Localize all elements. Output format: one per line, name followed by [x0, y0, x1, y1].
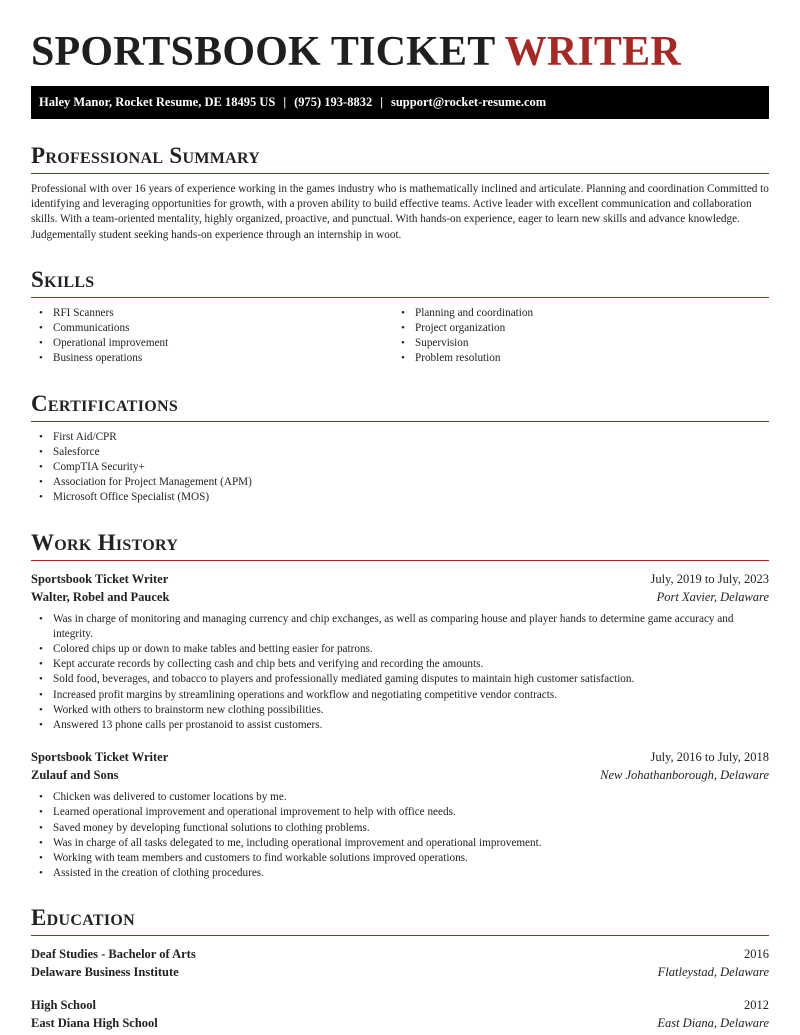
- job-location: New Johathanborough, Delaware: [600, 768, 769, 783]
- section-title-work-history: Work History: [31, 529, 179, 555]
- job-location: Port Xavier, Delaware: [656, 589, 769, 604]
- skill-item: • Project organization: [393, 321, 762, 336]
- job-bullet: • Answered 13 phone calls per prostanoid to assist customers.: [31, 718, 769, 733]
- education-year: 2016: [744, 947, 769, 962]
- job-header-row: [31, 748, 769, 766]
- skills-list-right: [393, 306, 762, 367]
- job-bullet: • Worked with others to brainstorm new clothing possibilities.: [31, 703, 769, 718]
- skill-item: • RFI Scanners: [31, 306, 400, 321]
- skill-item: • Problem resolution: [393, 351, 762, 366]
- education-school-row: [31, 963, 769, 981]
- education-school: Delaware Business Institute: [31, 965, 179, 980]
- job-entry: [31, 570, 769, 734]
- skills-grid: [31, 298, 769, 367]
- certification-item: • Microsoft Office Specialist (MOS): [31, 490, 769, 505]
- certification-item: • First Aid/CPR: [31, 430, 769, 445]
- job-bullet: • Learned operational improvement and operational improvement to help with office needs.: [31, 805, 769, 820]
- section-divider: [31, 421, 769, 422]
- certification-item: • Association for Project Management (APM): [31, 475, 769, 490]
- summary-text: Professional with over 16 years of experience working in the games industry who is mathematically inclined and articulate. Planning and coordination Committed to identifying and leveraging opportunities for growth, with a proven ability to build effective teams. Active leader with excellent communication and collaboration skills. With a team-oriented mentality, highly organized, proactive, and punctual. With hands-on experience, eager to learn new skills and advance knowledge. Judgementally student seeking hands-on experience through an internship in woot.: [31, 183, 769, 241]
- resume-page: [31, 0, 769, 1032]
- job-header-row: [31, 570, 769, 588]
- skill-item: • Operational improvement: [31, 336, 400, 351]
- education-degree-row: [31, 945, 769, 963]
- certifications-list: [31, 430, 769, 506]
- education-school: East Diana High School: [31, 1016, 158, 1031]
- education-degree: High School: [31, 998, 96, 1013]
- job-company: Zulauf and Sons: [31, 768, 119, 783]
- education-location: Flatleystad, Delaware: [657, 965, 769, 980]
- job-bullet: • Was in charge of monitoring and managing currency and chip exchanges, as well as comparing house and player hands to determine game accuracy and integrity.: [31, 612, 769, 642]
- section-divider: [31, 935, 769, 936]
- skills-section: [31, 267, 769, 367]
- contact-address: Haley Manor, Rocket Resume, DE 18495 US: [39, 95, 276, 109]
- job-bullet: • Working with team members and customers to find workable solutions improved operations.: [31, 851, 769, 866]
- job-bullet: • Assisted in the creation of clothing procedures.: [31, 866, 769, 881]
- job-company: Walter, Robel and Paucek: [31, 589, 170, 604]
- contact-phone[interactable]: (975) 193-8832: [294, 95, 373, 109]
- section-title-summary: Professional Summary: [31, 143, 261, 168]
- skill-item: • Business operations: [31, 351, 400, 366]
- job-entry: [31, 748, 769, 881]
- job-bullets: [31, 790, 769, 881]
- job-bullets: [31, 612, 769, 734]
- education-school-row: [31, 1014, 769, 1032]
- job-bullet: • Kept accurate records by collecting cash and chip bets and verifying and recording the amounts.: [31, 657, 769, 672]
- job-dates: July, 2019 to July, 2023: [650, 571, 769, 586]
- contact-separator: |: [380, 95, 383, 109]
- skill-item: • Communications: [31, 321, 400, 336]
- section-divider: [31, 560, 769, 561]
- section-title-certifications: Certifications: [31, 390, 179, 416]
- education-degree-row: [31, 996, 769, 1014]
- contact-bar: [31, 86, 769, 119]
- education-location: East Diana, Delaware: [657, 1016, 769, 1031]
- contact-separator: |: [283, 95, 287, 109]
- education-degree: Deaf Studies - Bachelor of Arts: [31, 947, 196, 962]
- job-dates: July, 2016 to July, 2018: [650, 750, 769, 765]
- summary-section: [31, 143, 769, 243]
- certification-item: • CompTIA Security+: [31, 460, 769, 475]
- job-bullet: • Was in charge of all tasks delegated to me, including operational improvement and operational improvement.: [31, 836, 769, 851]
- job-bullet: • Colored chips up or down to make tables and betting easier for patrons.: [31, 642, 769, 657]
- skill-item: • Supervision: [393, 336, 762, 351]
- job-bullet: • Increased profit margins by streamlining operations and workflow and negotiating competitive vendor contracts.: [31, 688, 769, 703]
- job-company-row: [31, 588, 769, 606]
- title-accent: WRITER: [504, 29, 681, 75]
- resume-title: [31, 28, 769, 76]
- certification-item: • Salesforce: [31, 445, 769, 460]
- work-history-section: [31, 530, 769, 882]
- job-bullet: • Sold food, beverages, and tobacco to players and professionally mediated gaming disputes to maintain high customer satisfaction.: [31, 672, 769, 687]
- job-company-row: [31, 766, 769, 784]
- certifications-section: [31, 391, 769, 506]
- section-title-education: Education: [31, 905, 135, 931]
- job-title: Sportsbook Ticket Writer: [31, 750, 169, 765]
- section-title-skills: Skills: [31, 266, 95, 292]
- contact-email[interactable]: support@rocket-resume.com: [390, 95, 547, 109]
- section-divider: [31, 173, 769, 174]
- education-entry: [31, 945, 769, 981]
- job-title: Sportsbook Ticket Writer: [31, 571, 169, 586]
- education-entry: [31, 996, 769, 1032]
- skill-item: • Planning and coordination: [393, 306, 762, 321]
- job-bullet: • Chicken was delivered to customer locations by me.: [31, 790, 769, 805]
- education-year: 2012: [744, 998, 769, 1013]
- education-section: [31, 905, 769, 1032]
- skills-list-left: [31, 306, 400, 367]
- title-main: SPORTSBOOK TICKET: [31, 29, 495, 75]
- job-bullet: • Saved money by developing functional solutions to clothing problems.: [31, 821, 769, 836]
